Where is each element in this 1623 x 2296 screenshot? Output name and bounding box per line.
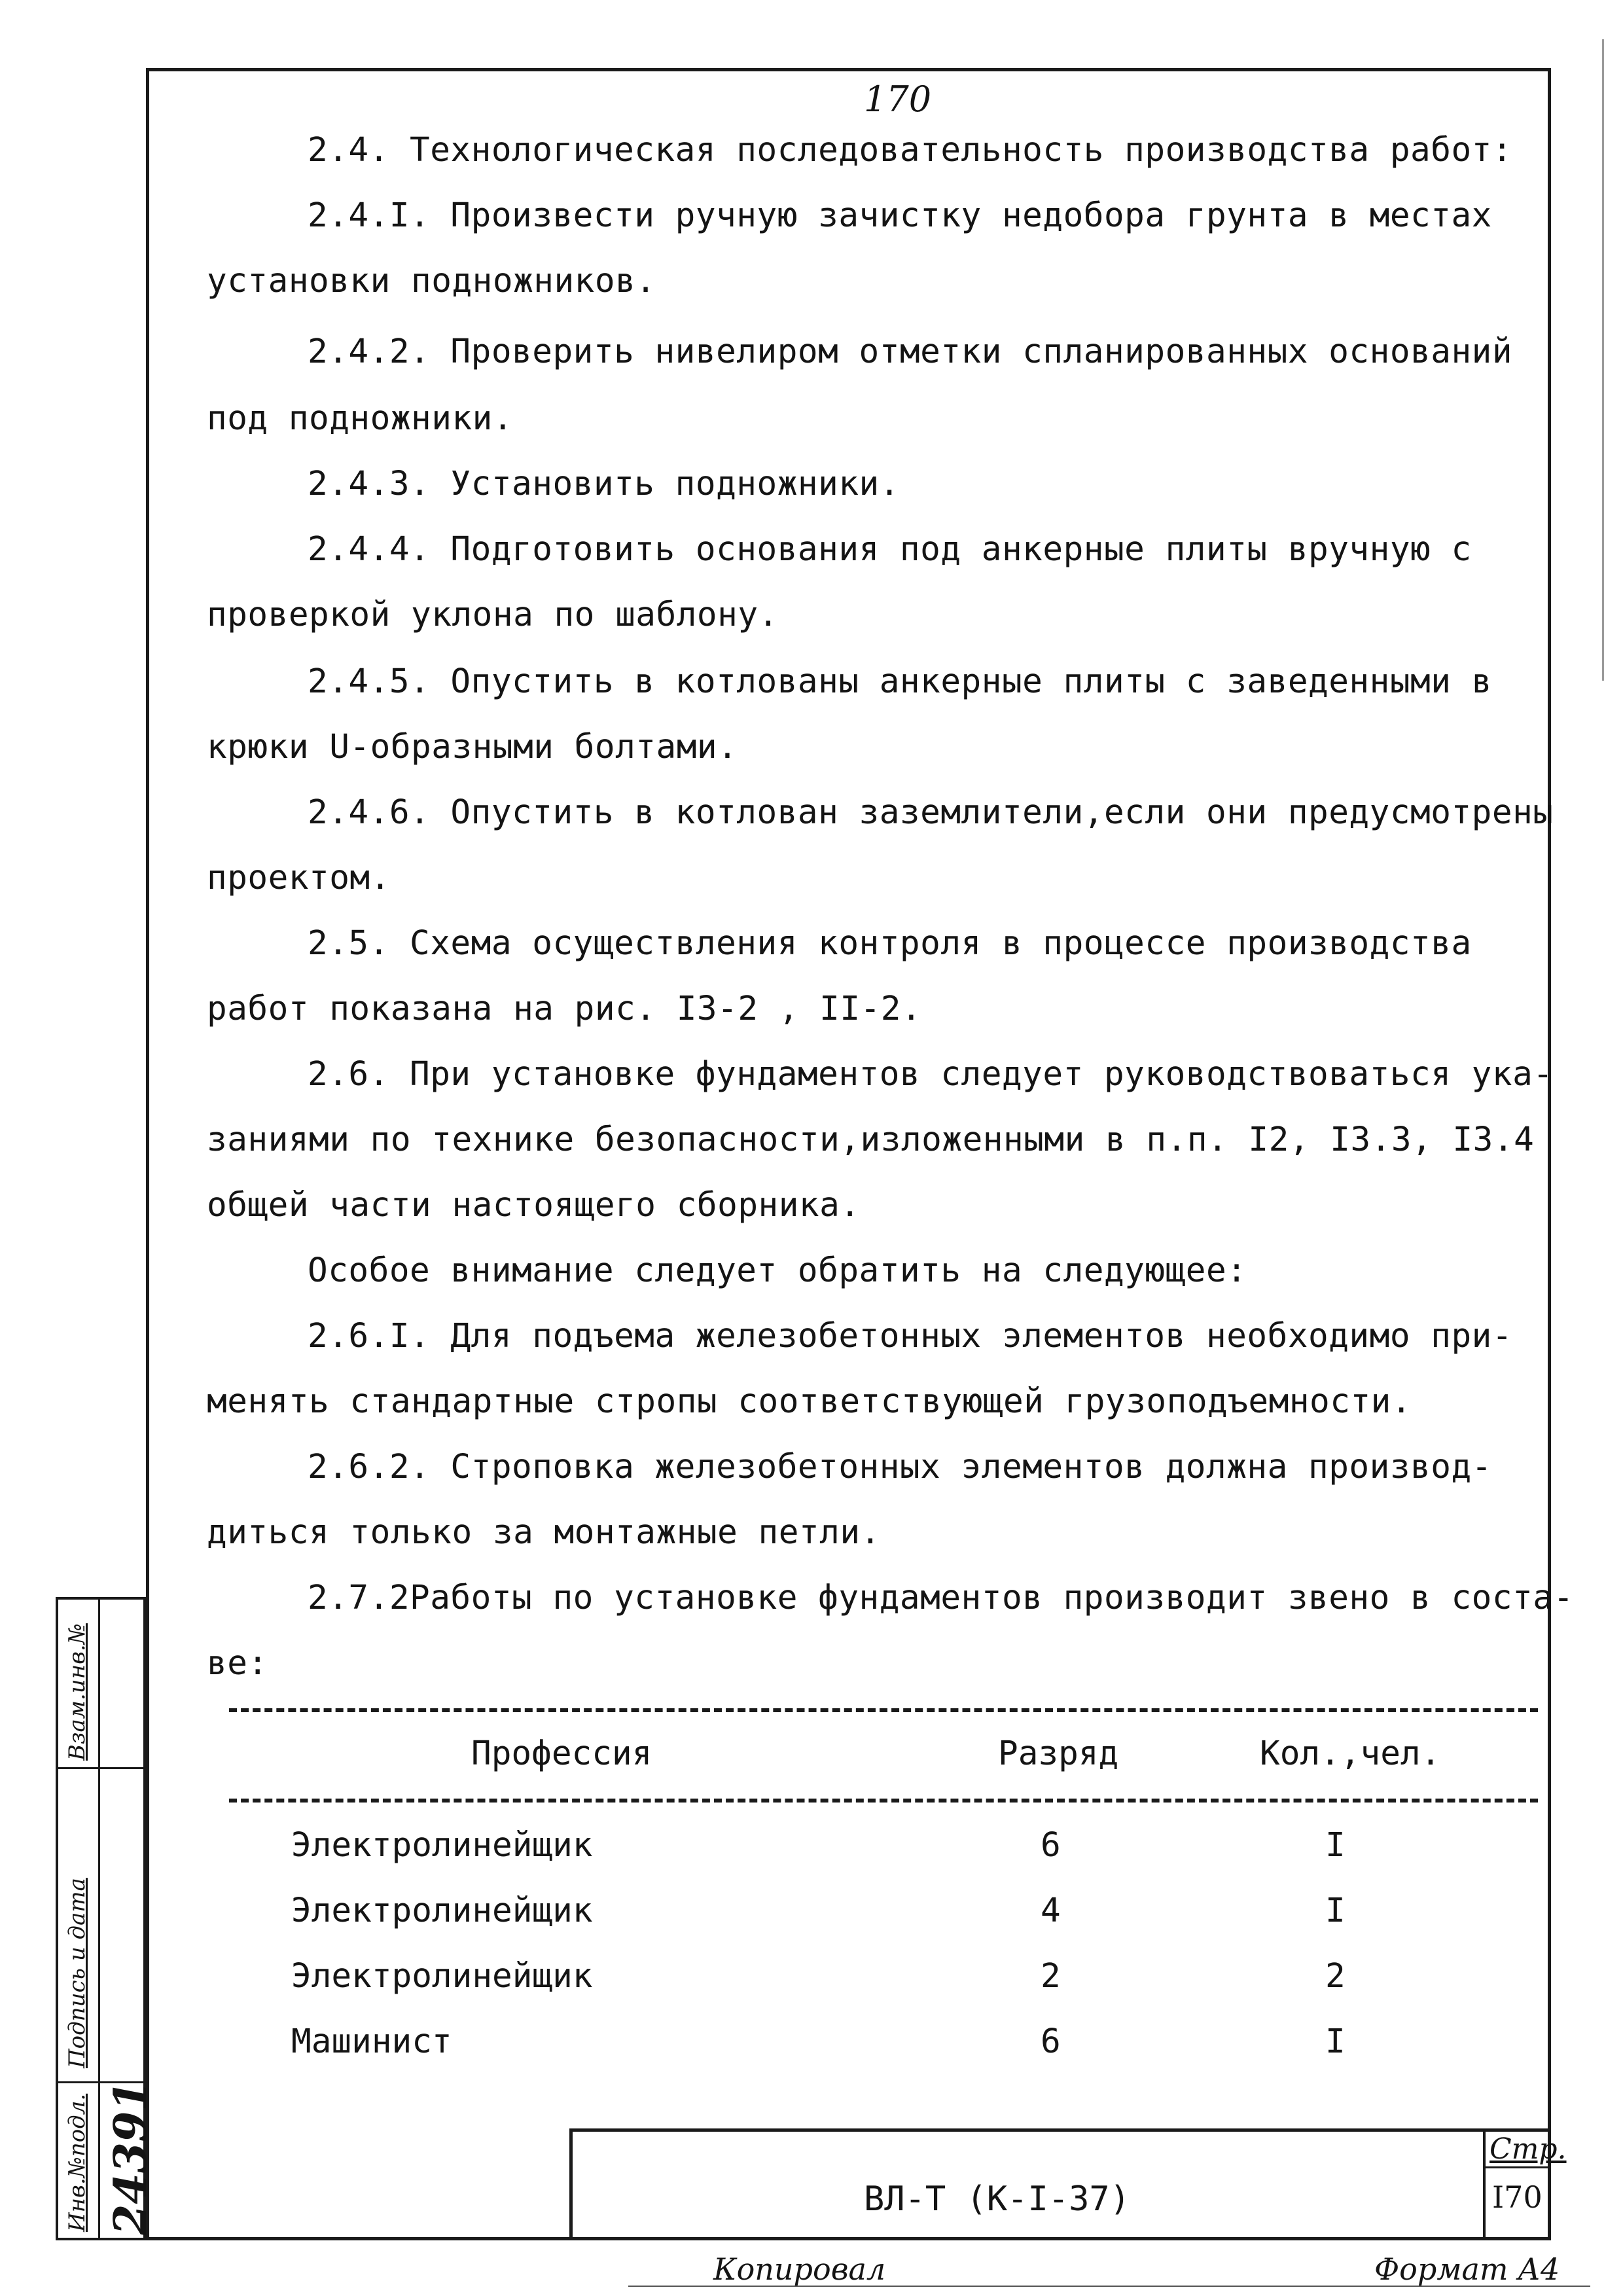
table-row-1-grade: 6	[1041, 1826, 1061, 1865]
side-label-sign: Подпись и дата	[64, 1878, 90, 2068]
table-row-3-count: 2	[1325, 1957, 1346, 1996]
table-top-rule	[229, 1708, 1538, 1712]
paragraph-2-6: 2.6. При установке фундаментов следует руководствоваться ука-	[308, 1055, 1554, 1094]
paragraph-2-4: 2.4. Технологическая последовательность производства работ:	[308, 131, 1513, 170]
footer-copied: Копировал	[713, 2251, 886, 2287]
paragraph-2-6-cont-2: общей части настоящего сборника.	[207, 1186, 861, 1225]
table-header-rule	[229, 1799, 1538, 1803]
document-code: ВЛ-Т (К-I-37)	[864, 2179, 1130, 2219]
paragraph-2-6-cont-1: заниями по технике безопасности,изложенными в п.п. I2, I3.3, I3.4	[207, 1121, 1535, 1159]
table-header-profession: Профессия	[471, 1734, 652, 1773]
inventory-number: 24391	[105, 2080, 157, 2235]
paragraph-2-5-cont: работ показана на рис. I3-2 , II-2.	[207, 990, 922, 1028]
paragraph-2-6-1: 2.6.I. Для подъема железобетонных элементов необходимо при-	[308, 1317, 1513, 1355]
side-label-replace: Взам.инв.№	[64, 1623, 90, 1761]
sheet-label: Стр.	[1489, 2132, 1567, 2166]
table-row-1-count: I	[1325, 1826, 1346, 1865]
paragraph-2-7-2: 2.7.2Работы по установке фундаментов производит звено в соста-	[308, 1579, 1574, 1617]
table-row-3-profession: Электролинейщик	[291, 1957, 593, 1996]
side-strip-divider	[98, 1597, 100, 2240]
paragraph-special-attention: Особое внимание следует обратить на следующее:	[308, 1251, 1247, 1290]
paragraph-2-4-2: 2.4.2. Проверить нивелиром отметки спланированных оснований	[308, 332, 1513, 371]
sheet-number: I70	[1492, 2179, 1543, 2215]
paragraph-2-4-1-cont: установки подножников.	[207, 262, 656, 300]
paragraph-2-4-5: 2.4.5. Опустить в котлованы анкерные плиты с заведенными в	[308, 662, 1492, 701]
paragraph-2-6-1-cont: менять стандартные стропы соответствующей грузоподъемности.	[207, 1382, 1412, 1421]
table-row-4-grade: 6	[1041, 2022, 1061, 2061]
paragraph-2-4-2-cont: под подножники.	[207, 399, 514, 438]
paragraph-2-4-4-cont: проверкой уклона по шаблону.	[207, 596, 779, 634]
paragraph-2-4-1: 2.4.I. Произвести ручную зачистку недобора грунта в местах	[308, 196, 1492, 235]
table-row-2-count: I	[1325, 1892, 1346, 1930]
sheet-cell-divider	[1483, 2166, 1551, 2168]
table-row-2-grade: 4	[1041, 1892, 1061, 1930]
table-row-4-profession: Машинист	[291, 2022, 452, 2061]
table-row-3-grade: 2	[1041, 1957, 1061, 1996]
table-row-4-count: I	[1325, 2022, 1346, 2061]
side-strip-rule-1	[56, 1767, 146, 1769]
paragraph-2-4-4: 2.4.4. Подготовить основания под анкерные плиты вручную с	[308, 530, 1472, 569]
table-header-grade: Разряд	[998, 1734, 1119, 1773]
paragraph-2-4-5-cont: крюки U-образными болтами.	[207, 728, 738, 766]
paragraph-2-4-6: 2.4.6. Опустить в котлован заземлители,если они предусмотрены	[308, 793, 1554, 832]
table-header-count: Кол.,чел.	[1260, 1734, 1441, 1773]
paragraph-2-4-3: 2.4.3. Установить подножники.	[308, 465, 900, 503]
footer-format: Формат А4	[1374, 2251, 1560, 2287]
paragraph-2-7-2-cont: ве:	[207, 1644, 268, 1683]
paragraph-2-6-2: 2.6.2. Строповка железобетонных элементов должна производ-	[308, 1448, 1492, 1486]
side-label-inv: Инв.№подл.	[64, 2093, 90, 2232]
footer-rule	[628, 2286, 1590, 2287]
page-edge-line	[1602, 39, 1604, 681]
paragraph-2-6-2-cont: диться только за монтажные петли.	[207, 1513, 881, 1552]
table-row-2-profession: Электролинейщик	[291, 1892, 593, 1930]
paragraph-2-5: 2.5. Схема осуществления контроля в процессе производства	[308, 924, 1472, 963]
table-row-1-profession: Электролинейщик	[291, 1826, 593, 1865]
paragraph-2-4-6-cont: проектом.	[207, 859, 391, 897]
page-number: 170	[864, 79, 932, 120]
